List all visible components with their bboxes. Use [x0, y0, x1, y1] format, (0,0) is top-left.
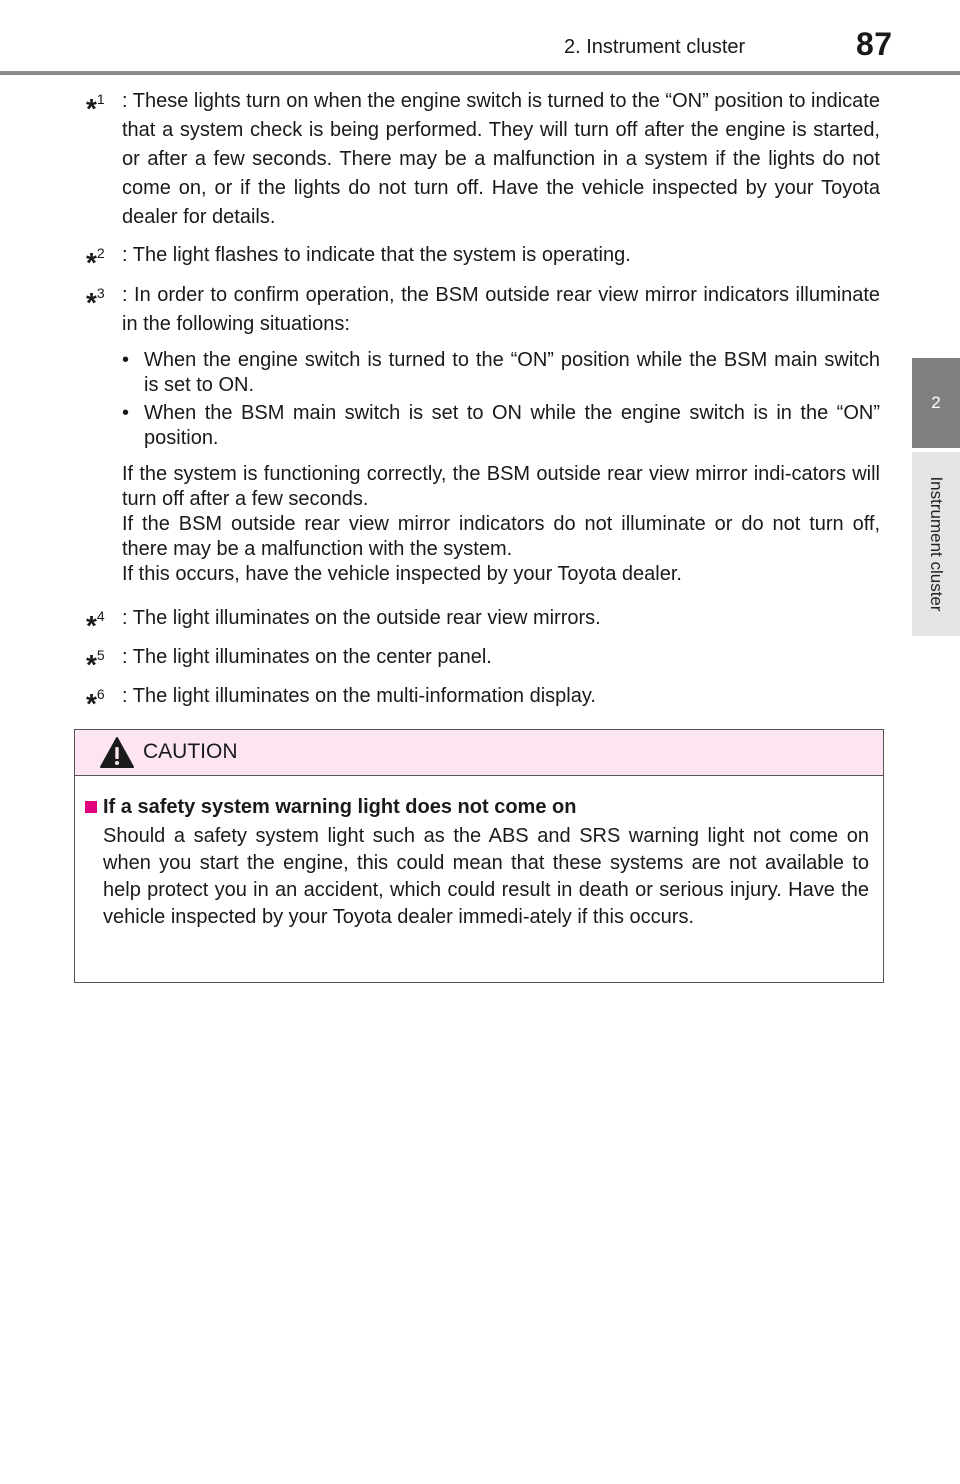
followup-line: If the BSM outside rear view mirror indicators do not illuminate or do not turn off, there may be a malfunction with the system.: [122, 513, 880, 560]
list-item: • When the engine switch is turned to the “ON” position while the BSM main switch is set to ON.: [122, 349, 880, 396]
header-divider: [0, 71, 960, 75]
footnote-marker: *$^2$: [86, 245, 105, 278]
page-number: 87: [856, 26, 893, 62]
bullet-glyph: •: [122, 402, 130, 424]
footnote-marker: *$^4$: [86, 608, 105, 641]
caution-box: [74, 729, 884, 983]
caution-body: Should a safety system light such as the ABS and SRS warning light not come on when you start the engine, this could mean that these systems are not available to help protect you in an accident, which could result in death or serious injury. Have the vehicle inspected by your Toyota dealer immedi-ately if this occurs.: [103, 825, 869, 928]
footnote-text: : The light illuminates on the multi-information display.: [122, 685, 596, 707]
warning-triangle-icon: [99, 736, 135, 769]
footnote-text: : These lights turn on when the engine switch is turned to the “ON” position to indicate that a system check is being performed. They will turn off after the engine is started, or after a few seconds. There may be a malfunction in a system if the lights do not come on, or if the lights do not turn off. Have the vehicle inspected by your Toyota dealer for details.: [122, 90, 880, 228]
note-3-followup: [122, 462, 880, 587]
followup-line: If this occurs, have the vehicle inspected by your Toyota dealer.: [122, 563, 682, 585]
followup-line: If the system is functioning correctly, the BSM outside rear view mirror indi-cators will turn off after a few seconds.: [122, 463, 880, 510]
footnote-4: [86, 604, 880, 641]
footnote-text: : In order to confirm operation, the BSM outside rear view mirror indicators illuminate in the following situations:: [122, 284, 880, 335]
square-bullet-icon: [85, 801, 97, 813]
caution-header: [75, 730, 883, 776]
footnote-text: : The light flashes to indicate that the system is operating.: [122, 244, 631, 266]
list-item: • When the BSM main switch is set to ON while the engine switch is in the “ON” position.: [122, 402, 880, 449]
chapter-tab-number: 2: [912, 358, 960, 448]
chapter-tab: [912, 452, 960, 636]
footnote-text: : The light illuminates on the center panel.: [122, 646, 492, 668]
caution-subheading: If a safety system warning light does not come on: [85, 796, 576, 819]
footnote-6: [86, 682, 880, 719]
bullet-glyph: •: [122, 349, 130, 371]
caution-title: CAUTION: [143, 740, 238, 763]
footnote-3: [86, 281, 880, 339]
footnote-5: [86, 643, 880, 680]
footnote-marker: *$^1$: [86, 91, 105, 124]
footnote-marker: *$^6$: [86, 686, 105, 719]
footnote-marker: *$^3$: [86, 285, 105, 318]
bullet-list: [122, 348, 880, 454]
footnote-1: [86, 87, 880, 232]
footnote-marker: *$^5$: [86, 647, 105, 680]
chapter-tab-label: Instrument cluster: [927, 476, 946, 612]
footnote-text: : The light illuminates on the outside rear view mirrors.: [122, 607, 601, 629]
footnote-2: [86, 241, 880, 278]
section-title: 2. Instrument cluster: [564, 36, 746, 58]
